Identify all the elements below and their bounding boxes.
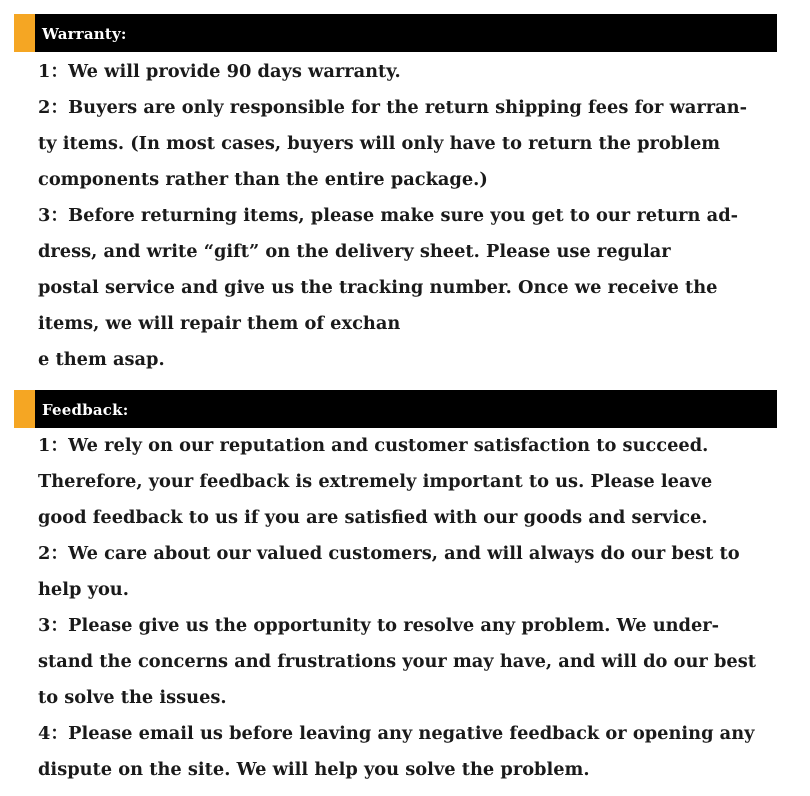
feedback-line: 3：Please give us the opportunity to resolve any problem. We under- <box>38 615 720 636</box>
feedback-line: 1：We rely on our reputation and customer satisfaction to succeed. <box>38 435 709 456</box>
feedback-line: 2：We care about our valued customers, and will always do our best to <box>38 543 740 564</box>
feedback-line: to solve the issues. <box>38 687 227 708</box>
feedback-line: Therefore, your feedback is extremely important to us. Please leave <box>38 471 713 492</box>
feedback-line: dispute on the site. We will help you solve the problem. <box>38 759 590 780</box>
warranty-header-accent <box>14 14 35 52</box>
feedback-line: good feedback to us if you are satisfied with our goods and service. <box>38 507 708 528</box>
warranty-line: items, we will repair them of exchan <box>38 313 401 334</box>
warranty-line: 1：We will provide 90 days warranty. <box>38 61 401 82</box>
feedback-header-accent <box>14 390 35 428</box>
warranty-line: 3：Before returning items, please make sure you get to our return ad- <box>38 205 739 226</box>
warranty-line: ty items. (In most cases, buyers will only have to return the problem <box>38 133 721 154</box>
warranty-line: e them asap. <box>38 349 165 370</box>
warranty-line: 2：Buyers are only responsible for the return shipping fees for warran- <box>38 97 747 118</box>
warranty-title: Warranty: <box>42 25 127 43</box>
warranty-line: dress, and write “gift” on the delivery sheet. Please use regular <box>38 241 671 262</box>
feedback-line: stand the concerns and frustrations your may have, and will do our best <box>38 651 756 672</box>
warranty-header-bar <box>14 14 777 52</box>
warranty-line: components rather than the entire package.) <box>38 169 488 190</box>
feedback-line: help you. <box>38 579 129 600</box>
feedback-title: Feedback: <box>42 401 129 419</box>
feedback-line: 4：Please email us before leaving any negative feedback or opening any <box>38 723 755 744</box>
warranty-line: postal service and give us the tracking number. Once we receive the <box>38 277 718 298</box>
feedback-header-bar <box>14 390 777 428</box>
